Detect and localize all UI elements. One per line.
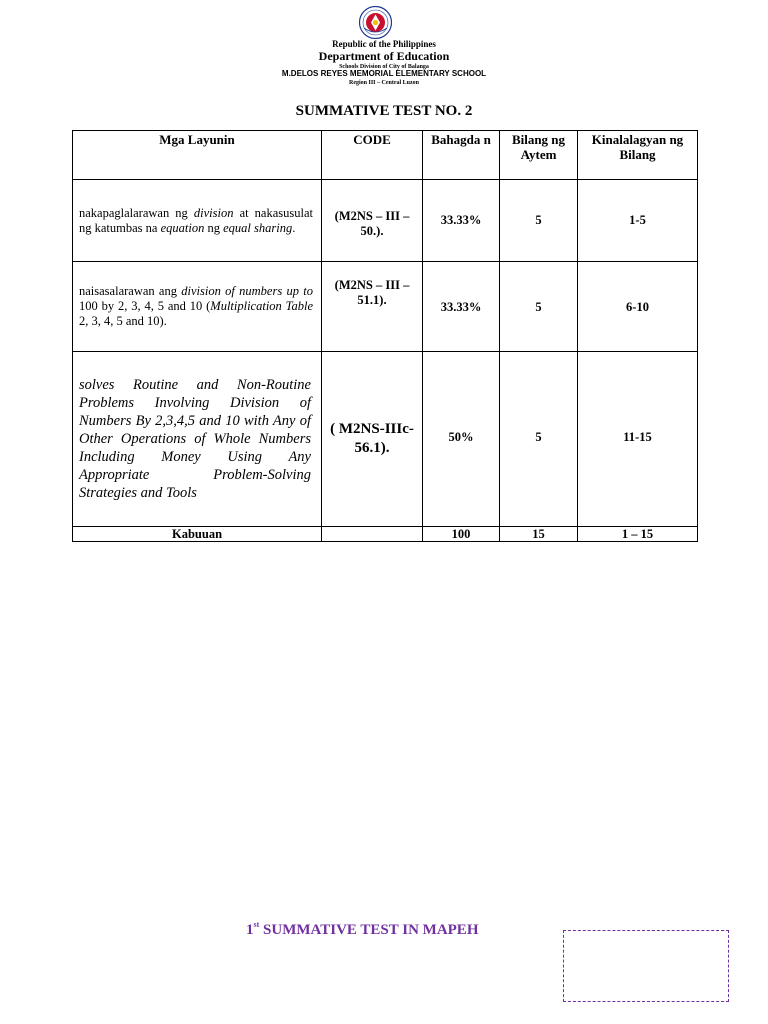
total-label: Kabuuan	[73, 527, 322, 542]
table-row	[73, 180, 698, 262]
republic-line: Republic of the Philippines	[332, 39, 436, 49]
code-cell: (M2NS – III – 51.1).	[322, 262, 423, 352]
total-placement: 1 – 15	[578, 527, 698, 542]
placement-cell: 1-5	[578, 180, 698, 262]
division-line: Schools Division of City of Balanga	[339, 64, 429, 70]
objective-cell: nakapaglalarawan ng division at nakasusulat ng katumbas na equation ng equal sharing.	[73, 180, 322, 262]
score-box	[563, 930, 729, 1002]
items-cell: 5	[500, 262, 578, 352]
objective-cell: naisasalarawan ang division of numbers up to 100 by 2, 3, 4, 5 and 10 (Multiplication Table 2, 3, 4, 5 and 10).	[73, 262, 322, 352]
table-header-row	[73, 131, 698, 180]
percent-cell: 50%	[423, 352, 500, 527]
items-cell: 5	[500, 352, 578, 527]
placement-cell: 11-15	[578, 352, 698, 527]
total-percent: 100	[423, 527, 500, 542]
table-row	[73, 262, 698, 352]
page-title: SUMMATIVE TEST NO. 2	[295, 103, 473, 119]
percent-cell: 33.33%	[423, 180, 500, 262]
header-objectives: Mga Layunin	[73, 131, 322, 180]
department-line: Department of Education	[318, 49, 450, 63]
total-code	[322, 527, 423, 542]
placement-cell: 6-10	[578, 262, 698, 352]
region-line: Region III – Central Luzon	[348, 80, 419, 86]
objective-cell: solves Routine and Non-Routine Problems Involving Division of Numbers By 2,3,4,5 and 10 with Any of Other Operations of Whole Numbers Including Money Using Any Appropriate Problem-Solving Strategies and Tools	[73, 352, 322, 527]
table-row	[73, 352, 698, 527]
header-code: CODE	[322, 131, 423, 180]
next-test-title: 1st SUMMATIVE TEST IN MAPEH	[246, 920, 479, 938]
percent-cell: 33.33%	[423, 262, 500, 352]
deped-seal-logo	[359, 6, 392, 39]
school-name: M.DELOS REYES MEMORIAL ELEMENTARY SCHOOL	[281, 69, 487, 78]
header-items: Bilang ng Aytem	[500, 131, 578, 180]
header-percent: Bahagda n	[423, 131, 500, 180]
total-items: 15	[500, 527, 578, 542]
total-row	[73, 527, 698, 542]
code-cell: (M2NS – III – 50.).	[322, 180, 423, 262]
code-cell: ( M2NS-IIIc-56.1).	[322, 352, 423, 527]
table-of-specifications	[72, 130, 698, 542]
header-placement: Kinalalagyan ng Bilang	[578, 131, 698, 180]
items-cell: 5	[500, 180, 578, 262]
